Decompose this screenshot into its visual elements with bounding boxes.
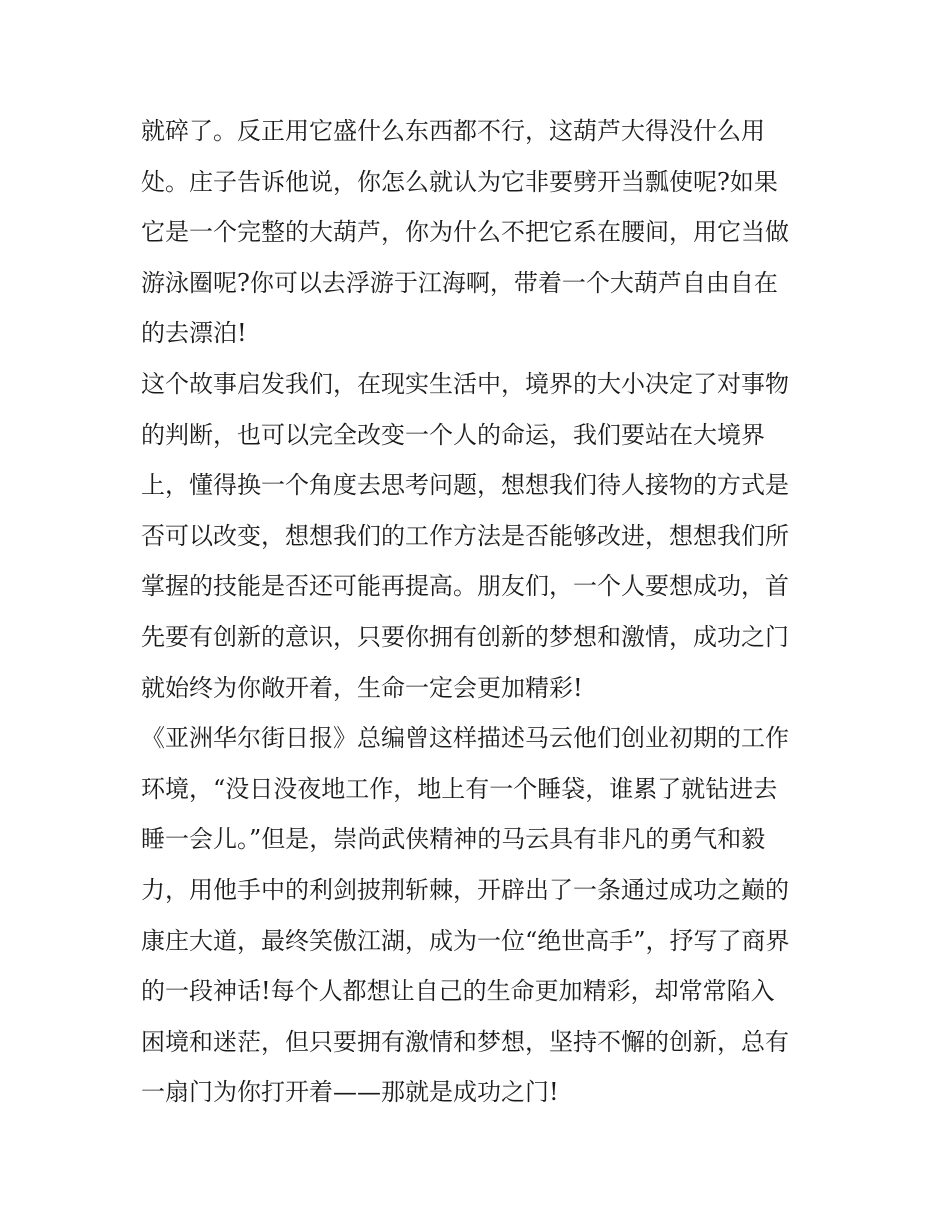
text-line: 处。庄子告诉他说，你怎么就认为它非要劈开当瓢使呢?如果 (141, 167, 778, 196)
text-line: 上，懂得换一个角度去思考问题，想想我们待人接物的方式是 (141, 471, 789, 500)
text-line: 困境和迷茫，但只要拥有激情和梦想，坚持不懈的创新，总有 (141, 1027, 789, 1056)
text-line: 睡一会儿。”但是，崇尚武侠精神的马云具有非凡的勇气和毅 (141, 825, 766, 854)
text-line: 就碎了。反正用它盛什么东西都不行，这葫芦大得没什么用 (141, 117, 765, 145)
text-line: 一扇门为你打开着——那就是成功之门! (141, 1078, 559, 1107)
text-line: 的一段神话!每个人都想让自己的生命更加精彩，却常常陷入 (141, 977, 775, 1006)
text-line: 环境，“没日没夜地工作，地上有一个睡袋，谁累了就钻进去 (141, 774, 778, 803)
text-line: 力，用他手中的利剑披荆斩棘，开辟出了一条通过成功之巅的 (141, 875, 789, 904)
text-line: 的判断，也可以完全改变一个人的命运，我们要站在大境界 (141, 420, 765, 449)
text-line: 它是一个完整的大葫芦，你为什么不把它系在腰间，用它当做 (141, 218, 789, 247)
text-line: 的去漂泊! (141, 319, 247, 348)
text-line: 《亚洲华尔街日报》总编曾这样描述马云他们创业初期的工作 (141, 724, 789, 753)
text-line: 否可以改变，想想我们的工作方法是否能够改进，想想我们所 (141, 521, 789, 550)
text-line: 就始终为你敞开着，生命一定会更加精彩! (141, 673, 583, 702)
text-line: 掌握的技能是否还可能再提高。朋友们，一个人要想成功，首 (141, 572, 789, 601)
document-body (141, 106, 821, 1118)
text-line: 这个故事启发我们，在现实生活中，境界的大小决定了对事物 (141, 369, 789, 398)
text-line: 康庄大道，最终笑傲江湖，成为一位“绝世高手”，抒写了商界 (141, 926, 790, 955)
text-line: 先要有创新的意识，只要你拥有创新的梦想和激情，成功之门 (141, 622, 789, 651)
text-line: 游泳圈呢?你可以去浮游于江海啊，带着一个大葫芦自由自在 (141, 268, 778, 297)
